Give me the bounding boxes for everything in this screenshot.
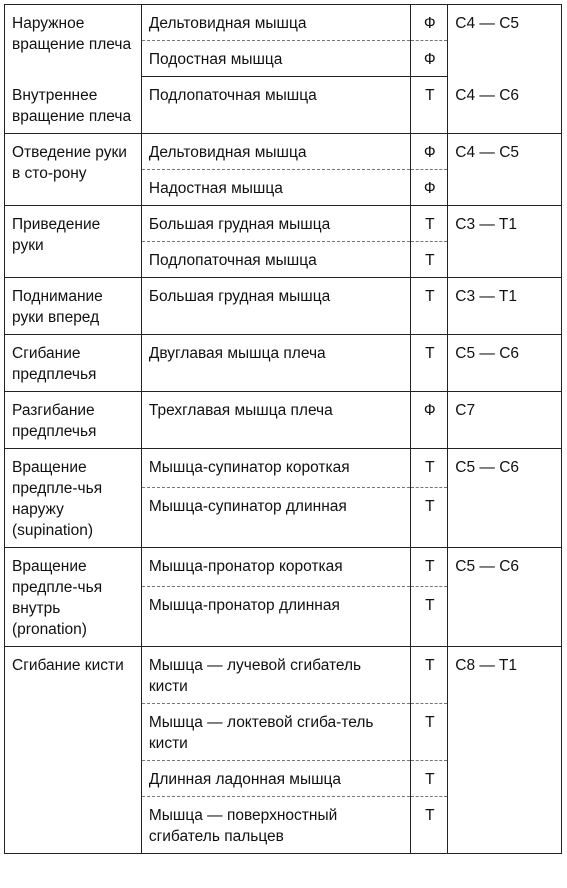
table-row [5, 277, 562, 334]
table-row [5, 77, 562, 134]
table-row [5, 448, 562, 487]
muscle-cell: Длинная ладонная мышца [141, 760, 410, 796]
segments-cell: C5 — C6 [448, 334, 562, 391]
type-cell: Ф [411, 169, 448, 205]
muscle-cell: Дельтовидная мышца [141, 133, 410, 169]
type-cell: Т [411, 77, 448, 134]
movement-cell: Разгибание предплечья [5, 391, 142, 448]
muscle-cell: Подлопаточная мышца [141, 77, 410, 134]
muscle-cell: Надостная мышца [141, 169, 410, 205]
type-cell: Т [411, 205, 448, 241]
muscle-cell: Большая грудная мышца [141, 205, 410, 241]
segments-cell: C4 — C5 [448, 5, 562, 77]
table-row [5, 547, 562, 586]
muscle-cell: Трехглавая мышца плеча [141, 391, 410, 448]
muscle-cell: Мышца-супинатор короткая [141, 448, 410, 487]
muscle-cell: Мышца — поверхностный сгибатель пальцев [141, 796, 410, 853]
type-cell: Т [411, 760, 448, 796]
table-row [5, 205, 562, 241]
type-cell: Т [411, 277, 448, 334]
type-cell: Ф [411, 5, 448, 41]
movement-cell: Вращение предпле-чья внутрь (pronation) [5, 547, 142, 646]
muscle-cell: Мышца — локтевой сгиба-тель кисти [141, 703, 410, 760]
movement-cell: Поднимание руки вперед [5, 277, 142, 334]
movement-cell: Сгибание кисти [5, 646, 142, 853]
segments-cell: C8 — T1 [448, 646, 562, 853]
table-row [5, 133, 562, 169]
movement-cell: Сгибание предплечья [5, 334, 142, 391]
movement-cell: Вращение предпле-чья наружу (supination) [5, 448, 142, 547]
type-cell: Ф [411, 391, 448, 448]
type-cell: Т [411, 487, 448, 547]
type-cell: Т [411, 646, 448, 703]
type-cell: Т [411, 334, 448, 391]
type-cell: Т [411, 796, 448, 853]
segments-cell: C3 — T1 [448, 205, 562, 277]
muscle-innervation-table [4, 4, 562, 854]
type-cell: Т [411, 586, 448, 646]
table-row [5, 646, 562, 703]
table-row [5, 334, 562, 391]
muscle-cell: Подостная мышца [141, 41, 410, 77]
muscle-cell: Мышца — лучевой сгибатель кисти [141, 646, 410, 703]
segments-cell: C4 — C5 [448, 133, 562, 205]
type-cell: Т [411, 241, 448, 277]
type-cell: Т [411, 703, 448, 760]
segments-cell: C5 — C6 [448, 448, 562, 547]
segments-cell: C5 — C6 [448, 547, 562, 646]
muscle-cell: Подлопаточная мышца [141, 241, 410, 277]
movement-cell: Отведение руки в сто-рону [5, 133, 142, 205]
movement-cell: Наружное вращение плеча [5, 5, 142, 77]
type-cell: Т [411, 448, 448, 487]
muscle-cell: Большая грудная мышца [141, 277, 410, 334]
muscle-cell: Мышца-супинатор длинная [141, 487, 410, 547]
segments-cell: C7 [448, 391, 562, 448]
muscle-cell: Двуглавая мышца плеча [141, 334, 410, 391]
table-row [5, 5, 562, 41]
segments-cell: C3 — T1 [448, 277, 562, 334]
type-cell: Ф [411, 133, 448, 169]
segments-cell: C4 — C6 [448, 77, 562, 134]
movement-cell: Внутреннее вращение плеча [5, 77, 142, 134]
muscle-cell: Мышца-пронатор короткая [141, 547, 410, 586]
movement-cell: Приведение руки [5, 205, 142, 277]
type-cell: Т [411, 547, 448, 586]
muscle-cell: Дельтовидная мышца [141, 5, 410, 41]
muscle-cell: Мышца-пронатор длинная [141, 586, 410, 646]
table-row [5, 391, 562, 448]
type-cell: Ф [411, 41, 448, 77]
